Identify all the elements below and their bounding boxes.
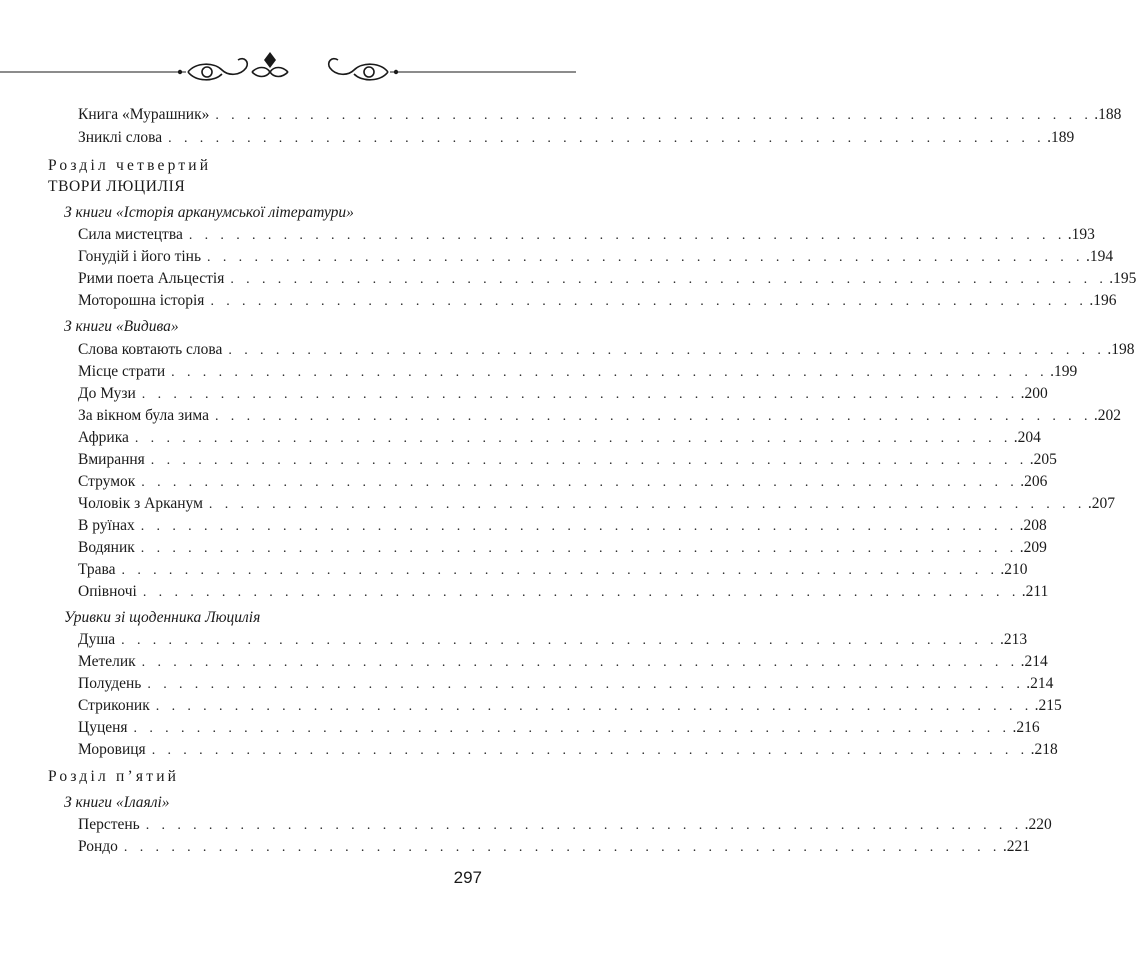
toc-leader: . . . . . . . . . . . . . . . . . . . . . . . . . . . . . . . . . . . . . . . . . . . . . . . . . . . . . . . . xyxy=(142,585,1020,600)
toc-entry[interactable] xyxy=(78,224,1095,246)
toc-entry-title: Полудень xyxy=(78,675,142,692)
toc-entry[interactable] xyxy=(78,471,1048,493)
toc-entry[interactable] xyxy=(78,361,1078,383)
toc-entry-title: Моровиця xyxy=(78,741,146,758)
toc-leader: . . . . . . . . . . . . . . . . . . . . . . . . . . . . . . . . . . . . . . . . . . . . . . . . . . . . . . . . xyxy=(150,453,1028,468)
toc-entry[interactable] xyxy=(78,651,1048,673)
toc-entry[interactable] xyxy=(78,127,1075,149)
subsection-heading: Уривки зі щоденника Люцилія xyxy=(64,609,261,626)
toc-entry-page: .196 xyxy=(1089,292,1117,309)
toc-entry-page: .199 xyxy=(1050,363,1078,380)
toc-entry-title: Чоловік з Арканум xyxy=(78,495,203,512)
toc-entry[interactable] xyxy=(78,493,1115,515)
toc-entry-page: .206 xyxy=(1020,473,1048,490)
toc-leader: . . . . . . . . . . . . . . . . . . . . . . . . . . . . . . . . . . . . . . . . . . . . . . . . . . . . . . . . xyxy=(147,677,1025,692)
toc-entry-page: .214 xyxy=(1020,653,1048,670)
toc-leader: . . . . . . . . . . . . . . . . . . . . . . . . . . . . . . . . . . . . . . . . . . . . . . . . . . . . . . . . xyxy=(133,721,1011,736)
toc-leader: . . . . . . . . . . . . . . . . . . . . . . . . . . . . . . . . . . . . . . . . . . . . . . . . . . . . . . . . xyxy=(188,228,1066,243)
toc-entry-page: .189 xyxy=(1047,129,1075,146)
toc-entry-page: .188 xyxy=(1094,106,1122,123)
toc-leader: . . . . . . . . . . . . . . . . . . . . . . . . . . . . . . . . . . . . . . . . . . . . . . . . . . . . . . . . xyxy=(230,272,1108,287)
toc-entry[interactable] xyxy=(78,717,1040,739)
toc-entry-title: В руїнах xyxy=(78,517,135,534)
toc-entry-title: Моторошна історія xyxy=(78,292,205,309)
toc-entry[interactable] xyxy=(78,449,1057,471)
toc-entry[interactable] xyxy=(78,405,1121,427)
toc-entry-title: Цуценя xyxy=(78,719,128,736)
toc-entry-page: .208 xyxy=(1019,517,1047,534)
toc-leader: . . . . . . . . . . . . . . . . . . . . . . . . . . . . . . . . . . . . . . . . . . . . . . . . . . . . . . . . xyxy=(140,541,1018,556)
toc-entry-page: .215 xyxy=(1034,697,1062,714)
toc-leader: . . . . . . . . . . . . . . . . . . . . . . . . . . . . . . . . . . . . . . . . . . . . . . . . . . . . . . . . xyxy=(214,409,1092,424)
toc-entry-title: Зниклі слова xyxy=(78,129,163,146)
toc-entry[interactable] xyxy=(78,836,1030,858)
toc-entry-page: .193 xyxy=(1067,226,1095,243)
toc-entry[interactable] xyxy=(78,673,1054,695)
toc-entry-page: .211 xyxy=(1021,583,1049,600)
subsection-heading: З книги «Ілаялі» xyxy=(64,794,170,811)
toc-entry-title: Метелик xyxy=(78,653,136,670)
header-ornament xyxy=(0,48,576,90)
toc-entry-page: .209 xyxy=(1019,539,1047,556)
toc-entry-title: Гонудій і його тінь xyxy=(78,248,202,265)
toc-leader: . . . . . . . . . . . . . . . . . . . . . . . . . . . . . . . . . . . . . . . . . . . . . . . . . . . . . . . . xyxy=(123,840,1001,855)
toc-entry-page: .205 xyxy=(1029,451,1057,468)
toc-entry-title: За вікном була зима xyxy=(78,407,209,424)
toc-entry-page: .200 xyxy=(1020,385,1048,402)
section-label: Розділ п’ятий xyxy=(48,768,180,785)
toc-entry-title: До Музи xyxy=(78,385,136,402)
toc-entry-page: .198 xyxy=(1107,341,1135,358)
toc-leader: . . . . . . . . . . . . . . . . . . . . . . . . . . . . . . . . . . . . . . . . . . . . . . . . . . . . . . . . xyxy=(155,699,1033,714)
toc-entry-title: Книга «Мурашник» xyxy=(78,106,210,123)
subsection-heading: З книги «Видива» xyxy=(64,318,179,335)
toc-entry-title: Перстень xyxy=(78,816,140,833)
toc-leader: . . . . . . . . . . . . . . . . . . . . . . . . . . . . . . . . . . . . . . . . . . . . . . . . . . . . . . . . xyxy=(141,475,1019,490)
toc-entry-page: .216 xyxy=(1012,719,1040,736)
toc-leader: . . . . . . . . . . . . . . . . . . . . . . . . . . . . . . . . . . . . . . . . . . . . . . . . . . . . . . . . xyxy=(121,633,999,648)
toc-entry-page: .221 xyxy=(1002,838,1030,855)
toc-leader: . . . . . . . . . . . . . . . . . . . . . . . . . . . . . . . . . . . . . . . . . . . . . . . . . . . . . . . . xyxy=(207,250,1084,265)
toc-entry[interactable] xyxy=(78,695,1062,717)
toc-leader: . . . . . . . . . . . . . . . . . . . . . . . . . . . . . . . . . . . . . . . . . . . . . . . . . . . . . . . . xyxy=(171,365,1049,380)
toc-entry-title: Місце страти xyxy=(78,363,166,380)
page-number: 297 xyxy=(453,868,482,887)
toc-entry[interactable] xyxy=(78,427,1041,449)
toc-entry-title: Сила мистецтва xyxy=(78,226,183,243)
toc-entry[interactable] xyxy=(78,629,1028,651)
toc-entry-title: Водяник xyxy=(78,539,135,556)
toc-entry[interactable] xyxy=(78,339,1135,361)
toc-leader: . . . . . . . . . . . . . . . . . . . . . . . . . . . . . . . . . . . . . . . . . . . . . . . . . . . . . . . . xyxy=(141,387,1019,402)
toc-entry-title: Рондо xyxy=(78,838,118,855)
toc-entry-page: .218 xyxy=(1030,741,1058,758)
toc-entry[interactable] xyxy=(78,537,1047,559)
toc-leader: . . . . . . . . . . . . . . . . . . . . . . . . . . . . . . . . . . . . . . . . . . . . . . . . . . . . . . . . xyxy=(215,108,1093,123)
toc-leader: . . . . . . . . . . . . . . . . . . . . . . . . . . . . . . . . . . . . . . . . . . . . . . . . . . . . . . . . xyxy=(140,519,1018,534)
toc-entry-title: Струмок xyxy=(78,473,136,490)
subsection-heading: З книги «Історія арканумської літератури» xyxy=(64,204,354,221)
toc-entry-title: Африка xyxy=(78,429,129,446)
toc-entry-title: Вмирання xyxy=(78,451,145,468)
section-title: ТВОРИ ЛЮЦИЛІЯ xyxy=(48,178,186,195)
toc-entry-title: Душа xyxy=(78,631,116,648)
toc-entry-page: .213 xyxy=(1000,631,1028,648)
toc-leader: . . . . . . . . . . . . . . . . . . . . . . . . . . . . . . . . . . . . . . . . . . . . . . . . . . . . . . . . xyxy=(121,563,999,578)
toc-entry-title: Стриконик xyxy=(78,697,150,714)
toc-leader: . . . . . . . . . . . . . . . . . . . . . . . . . . . . . . . . . . . . . . . . . . . . . . . . . . . . . . . . xyxy=(168,131,1046,146)
toc-leader: . . . . . . . . . . . . . . . . . . . . . . . . . . . . . . . . . . . . . . . . . . . . . . . . . . . . . . . . xyxy=(151,743,1029,758)
toc-entry-page: .195 xyxy=(1109,270,1136,287)
toc-entry-page: .194 xyxy=(1085,248,1114,265)
toc-leader: . . . . . . . . . . . . . . . . . . . . . . . . . . . . . . . . . . . . . . . . . . . . . . . . . . . . . . . . xyxy=(210,294,1088,309)
toc-entry-page: .207 xyxy=(1087,495,1115,512)
toc-leader: . . . . . . . . . . . . . . . . . . . . . . . . . . . . . . . . . . . . . . . . . . . . . . . . . . . . . . . . xyxy=(145,818,1023,833)
toc-entry[interactable] xyxy=(78,559,1028,581)
toc-leader: . . . . . . . . . . . . . . . . . . . . . . . . . . . . . . . . . . . . . . . . . . . . . . . . . . . . . . . . xyxy=(228,343,1106,358)
toc-entry-page: .204 xyxy=(1013,429,1041,446)
toc-entry-page: .214 xyxy=(1026,675,1054,692)
toc-entry-page: .220 xyxy=(1024,816,1052,833)
toc-entry[interactable] xyxy=(78,383,1048,405)
toc-leader: . . . . . . . . . . . . . . . . . . . . . . . . . . . . . . . . . . . . . . . . . . . . . . . . . . . . . . . . xyxy=(141,655,1019,670)
toc-entry[interactable] xyxy=(78,268,1136,290)
section-label: Розділ четвертий xyxy=(48,157,212,174)
toc-entry-page: .202 xyxy=(1093,407,1121,424)
toc-entry[interactable] xyxy=(78,290,1117,312)
toc-leader: . . . . . . . . . . . . . . . . . . . . . . . . . . . . . . . . . . . . . . . . . . . . . . . . . . . . . . . . xyxy=(134,431,1012,446)
toc-entry[interactable] xyxy=(78,515,1047,537)
toc-entry[interactable] xyxy=(78,104,1122,126)
toc-entry-title: Опівночі xyxy=(78,583,137,600)
toc-entry[interactable] xyxy=(78,581,1049,603)
toc-entry-title: Рими поета Альцестія xyxy=(78,270,225,287)
toc-entry-title: Трава xyxy=(78,561,116,578)
toc-entry[interactable] xyxy=(78,246,1114,268)
toc-leader: . . . . . . . . . . . . . . . . . . . . . . . . . . . . . . . . . . . . . . . . . . . . . . . . . . . . . . . . xyxy=(208,497,1086,512)
toc-entry-page: .210 xyxy=(1000,561,1028,578)
toc-entry[interactable] xyxy=(78,814,1052,836)
toc-entry-title: Слова ковтають слова xyxy=(78,341,223,358)
toc-entry[interactable] xyxy=(78,739,1058,761)
